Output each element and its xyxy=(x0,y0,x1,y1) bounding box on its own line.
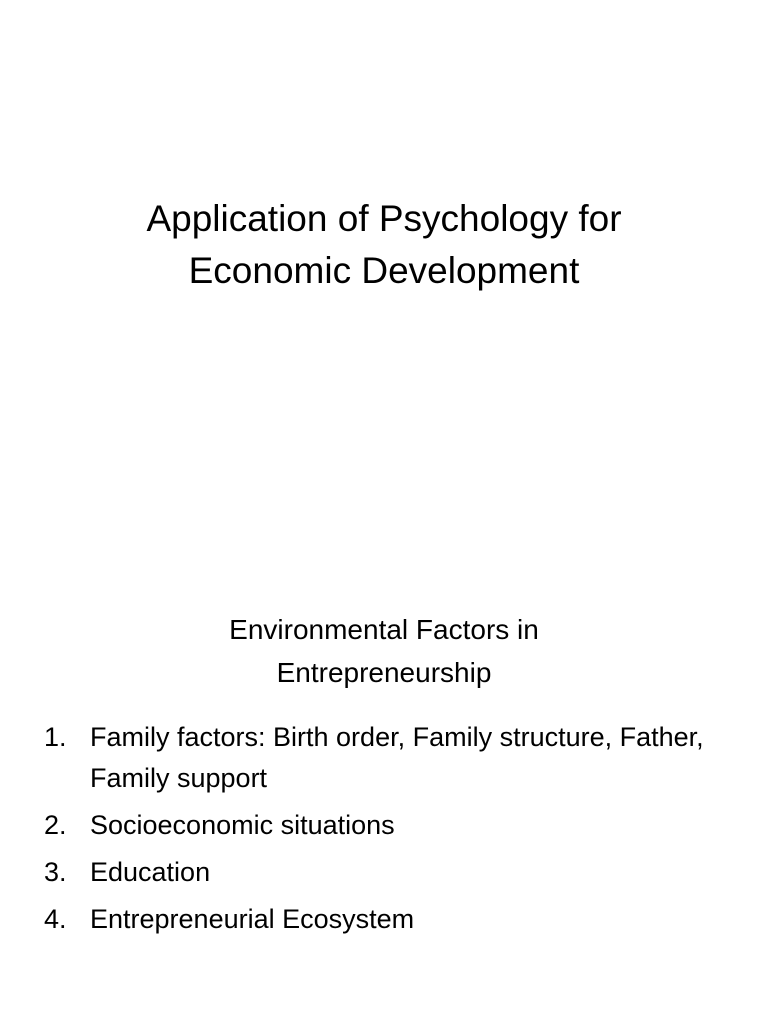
factor-list xyxy=(44,717,734,946)
list-item-text: Education xyxy=(90,857,211,887)
section-heading-line-1: Environmental Factors in xyxy=(229,614,539,645)
page-title-line-2: Economic Development xyxy=(188,250,580,291)
list-item xyxy=(44,717,734,799)
section-heading-line-2: Entrepreneurship xyxy=(276,657,492,688)
list-item xyxy=(44,852,734,893)
page-title-line-1: Application of Psychology for xyxy=(146,198,622,239)
list-item xyxy=(44,899,734,940)
list-item-number: 3. xyxy=(44,857,67,887)
list-item-number: 2. xyxy=(44,810,67,840)
list-item-text: Entrepreneurial Ecosystem xyxy=(90,904,415,934)
list-item xyxy=(44,805,734,846)
list-item-number: 1. xyxy=(44,722,67,752)
list-item-text: Family factors: Birth order, Family structure, Father, Family support xyxy=(90,722,704,793)
page-title xyxy=(40,193,728,297)
list-item-number: 4. xyxy=(44,904,67,934)
list-item-text: Socioeconomic situations xyxy=(90,810,395,840)
section-heading xyxy=(120,608,648,694)
